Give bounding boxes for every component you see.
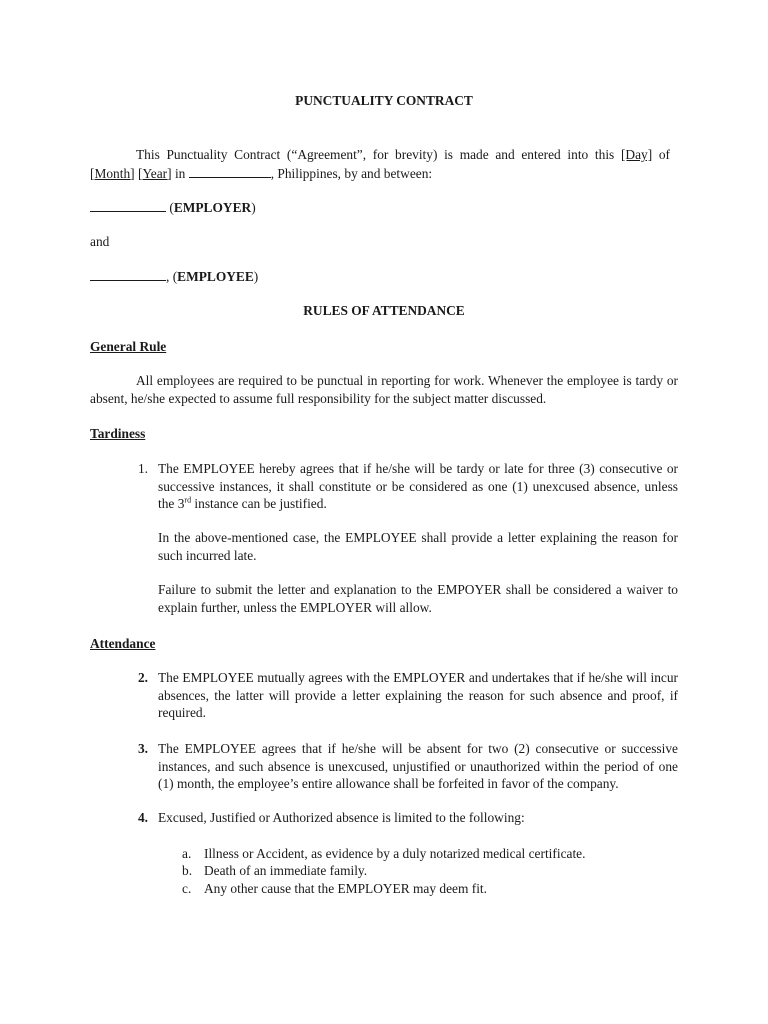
employer-name-blank <box>90 198 166 212</box>
intro-paragraph <box>90 146 670 181</box>
item-3-text: The EMPLOYEE agrees that if he/she will be absent for two (2) consecutive or successive instances, and such absence is unexcused, unjustified or unauthorized within the period of one (1) month, the employee’s entire allowance shall be forfeited in favor of the company. <box>158 741 678 791</box>
item-2-number: 2. <box>137 670 148 685</box>
employer-paren-close: ) <box>251 200 256 215</box>
tardiness-para-2: In the above-mentioned case, the EMPLOYEE shall provide a letter explaining the reason for such incurred late. <box>158 530 678 563</box>
employee-line <box>90 267 258 286</box>
year-placeholder: [Year] <box>138 165 172 181</box>
subitem-a-letter: a. <box>182 846 192 861</box>
tardiness-para-3: Failure to submit the letter and explanation to the EMPOYER shall be considered a waiver to explain further, unless the EMPLOYER will allow. <box>158 582 678 615</box>
intro-text-of: of <box>652 147 670 162</box>
intro-line-2 <box>90 164 670 182</box>
item-1-sup: rd <box>184 495 192 505</box>
employee-name-blank <box>90 267 166 281</box>
month-placeholder: [Month] <box>90 165 135 181</box>
item-3-number: 3. <box>137 741 148 756</box>
employee-label: EMPLOYEE <box>177 269 254 284</box>
subitem-c-letter: c. <box>182 881 192 896</box>
location-blank <box>189 164 271 178</box>
subitem-a-text: Illness or Accident, as evidence by a duly notarized medical certificate. <box>204 846 586 861</box>
day-placeholder: [Day] <box>620 147 653 162</box>
intro-text-a: This Punctuality Contract (“Agreement”, for brevity) is made and entered into this <box>136 147 621 162</box>
intro-text-in: in <box>171 165 189 181</box>
subitem-b-letter: b. <box>182 863 193 878</box>
tardiness-heading: Tardiness <box>90 426 146 441</box>
document-title: PUNCTUALITY CONTRACT <box>295 93 473 108</box>
and-text: and <box>90 234 110 249</box>
item-1-number: 1. <box>137 461 148 476</box>
item-1-text <box>158 460 678 513</box>
item-1-text-b: instance can be justified. <box>191 496 327 511</box>
employer-line <box>90 198 256 217</box>
subitem-b-text: Death of an immediate family. <box>204 863 368 878</box>
employer-label: EMPLOYER <box>173 200 252 215</box>
item-1-text-a: The EMPLOYEE hereby agrees that if he/she will be tardy or late for three (3) consecutive or successive instances, it shall constitute or be considered as one (1) unexcused absence, unless the 3 <box>158 461 678 511</box>
employee-paren-close: ) <box>253 269 259 284</box>
intro-text-b: , Philippines, by and between: <box>270 165 433 181</box>
general-rule-text: All employees are required to be punctual in reporting for work. Whenever the employee is tardy or absent, he/she expected to assume full responsibility for the subject matter discussed. <box>90 373 678 406</box>
section-title: RULES OF ATTENDANCE <box>303 303 465 318</box>
item-4-number: 4. <box>137 810 148 825</box>
item-4-text: Excused, Justified or Authorized absence is limited to the following: <box>158 810 525 825</box>
intro-line-1 <box>90 146 670 164</box>
general-rule-heading: General Rule <box>90 339 167 354</box>
attendance-heading: Attendance <box>90 636 156 651</box>
employer-paren-open: ( <box>166 200 174 215</box>
subitem-c-text: Any other cause that the EMPLOYER may deem fit. <box>204 881 487 896</box>
item-2-text: The EMPLOYEE mutually agrees with the EMPLOYER and undertakes that if he/she will incur absences, the latter will provide a letter explaining the reason for such absence and proof, if required. <box>158 670 678 720</box>
employee-paren-open: , ( <box>166 269 178 284</box>
